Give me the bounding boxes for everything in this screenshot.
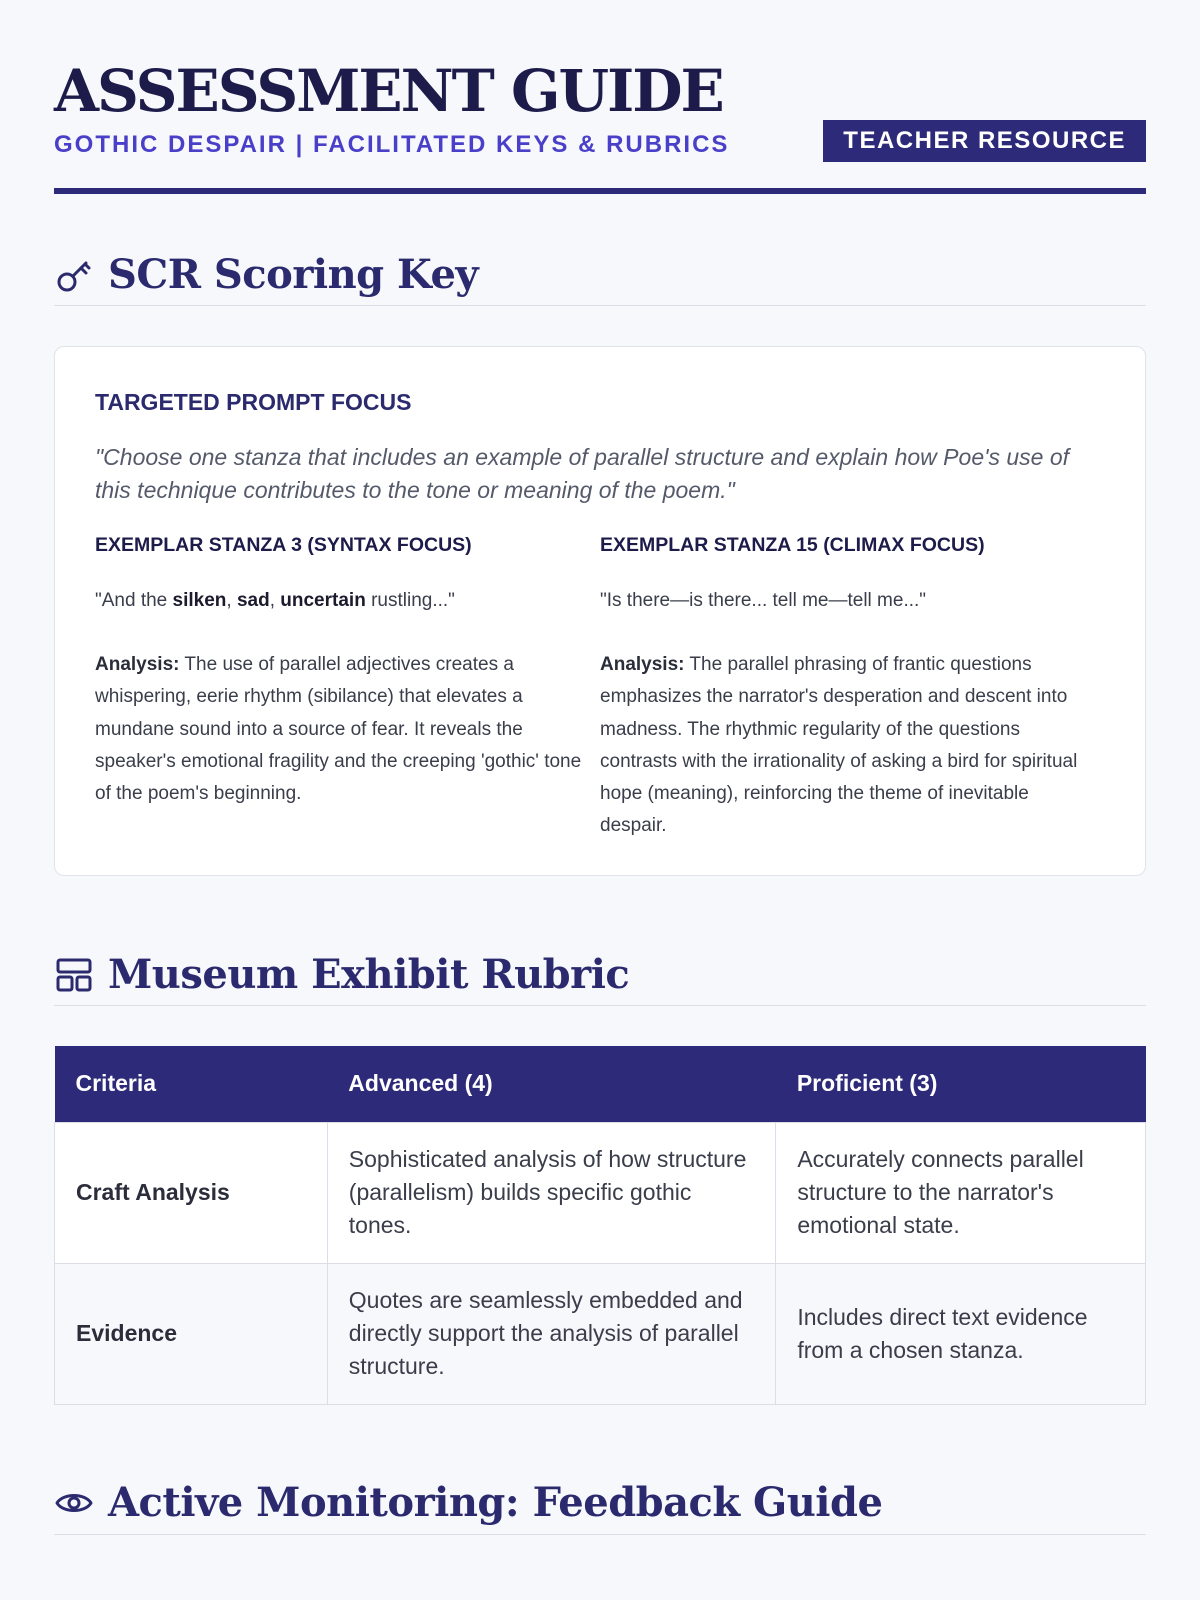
column-header-proficient: Proficient (3): [776, 1046, 1146, 1122]
section-heading-feedback-guide: [54, 1473, 1146, 1535]
table-header-row: [55, 1046, 1146, 1122]
column-header-advanced: Advanced (4): [327, 1046, 776, 1122]
exemplar-label: EXEMPLAR STANZA 3 (SYNTAX FOCUS): [95, 534, 472, 556]
prompt-focus-label: TARGETED PROMPT FOCUS: [95, 389, 412, 415]
advanced-cell: Quotes are seamlessly embedded and directly support the analysis of parallel structure.: [327, 1263, 776, 1404]
exemplar-stanza-3: [95, 531, 600, 843]
section-heading-rubric: [54, 944, 1146, 1006]
page-title: ASSESSMENT GUIDE: [54, 57, 723, 125]
page-header: [54, 0, 1146, 194]
table-row: [55, 1263, 1146, 1404]
page-subtitle: GOTHIC DESPAIR | FACILITATED KEYS & RUBRICS: [54, 131, 730, 158]
table-row: [55, 1122, 1146, 1263]
section-title: SCR Scoring Key: [108, 250, 479, 298]
teacher-resource-badge: TEACHER RESOURCE: [823, 120, 1146, 162]
proficient-cell: Accurately connects parallel structure to the narrator's emotional state.: [776, 1122, 1146, 1263]
exemplar-stanza-15: [600, 531, 1105, 843]
eye-icon: [54, 1483, 94, 1523]
scoring-key-card: [54, 346, 1146, 876]
proficient-cell: Includes direct text evidence from a chosen stanza.: [776, 1263, 1146, 1404]
exemplar-quote: "And the silken, sad, uncertain rustling...": [95, 590, 455, 611]
exemplar-analysis: Analysis: The parallel phrasing of frantic questions emphasizes the narrator's desperation and descent into madness. The rhythmic regularity of the questions contrasts with the irrationality of asking a bird for spiritual hope (meaning), reinforcing the theme of inevitable despair.: [600, 654, 1078, 837]
prompt-quote: "Choose one stanza that includes an example of parallel structure and explain how Poe's use of this technique contributes to the tone or meaning of the poem.": [95, 444, 1070, 503]
exemplar-label: EXEMPLAR STANZA 15 (CLIMAX FOCUS): [600, 534, 985, 556]
column-header-criteria: Criteria: [55, 1046, 328, 1122]
criteria-cell: Craft Analysis: [55, 1122, 328, 1263]
exemplar-analysis: Analysis: The use of parallel adjectives creates a whispering, eerie rhythm (sibilance) that elevates a mundane sound into a source of fear. It reveals the speaker's emotional fragility and the creeping 'gothic' tone of the poem's beginning.: [95, 654, 582, 805]
key-icon: [54, 255, 94, 295]
exemplar-quote: "Is there—is there... tell me—tell me...": [600, 590, 927, 611]
section-title: Active Monitoring: Feedback Guide: [108, 1479, 883, 1526]
advanced-cell: Sophisticated analysis of how structure (parallelism) builds specific gothic tones.: [327, 1122, 776, 1263]
exemplar-columns: [95, 531, 1105, 843]
rubric-table: [54, 1046, 1146, 1405]
section-heading-scoring-key: [54, 244, 1146, 306]
section-title: Museum Exhibit Rubric: [108, 950, 630, 998]
layout-icon: [54, 955, 94, 995]
criteria-cell: Evidence: [55, 1263, 328, 1404]
